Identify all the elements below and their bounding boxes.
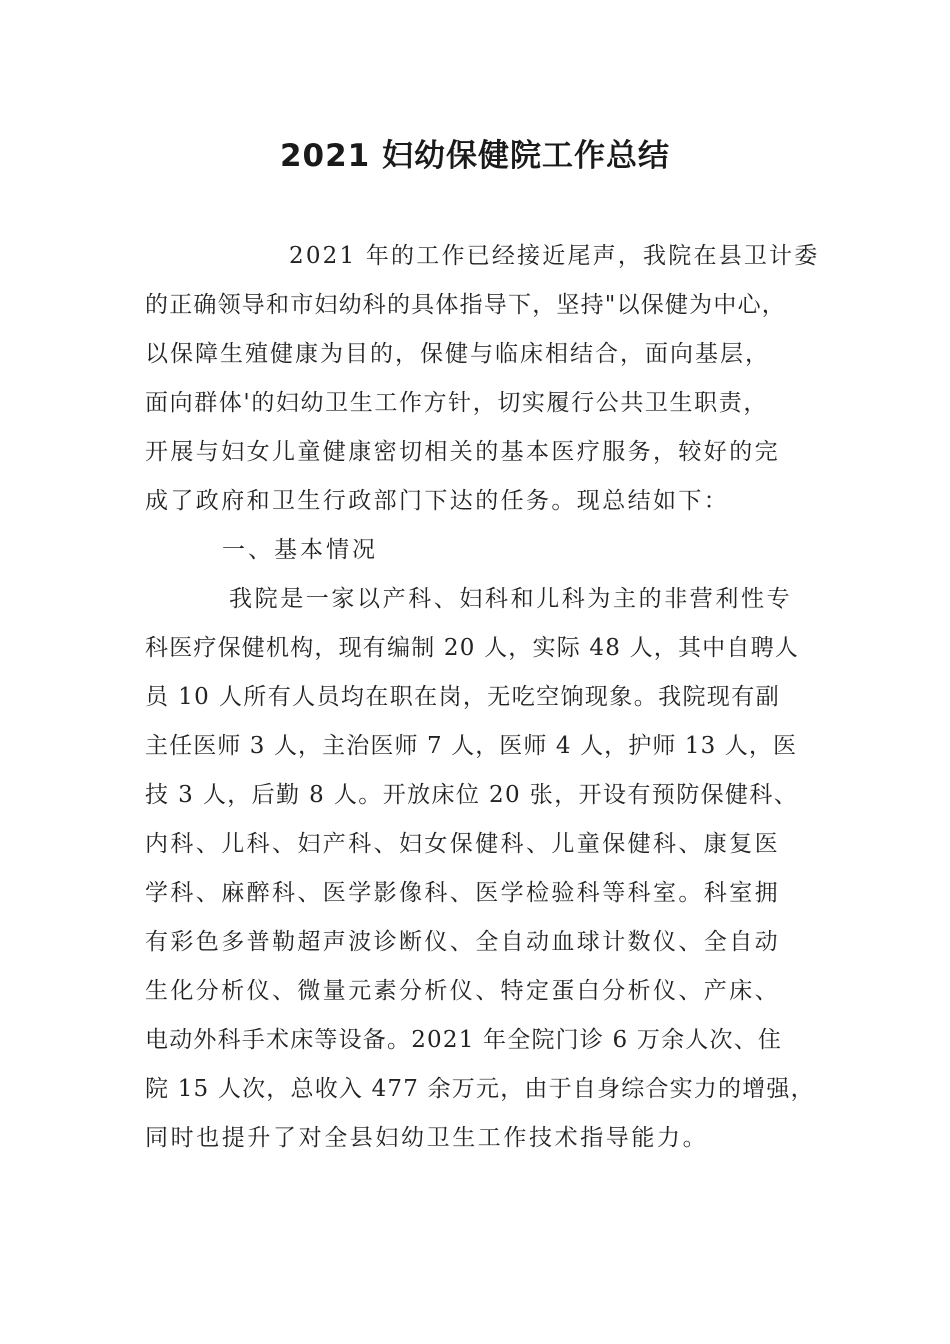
paragraph-line: 员 10 人所有人员均在职在岗，无吃空饷现象。我院现有副	[145, 684, 781, 710]
paragraph-line: 主任医师 3 人，主治医师 7 人，医师 4 人，护师 13 人，医	[145, 733, 798, 759]
paragraph-line: 学科、麻醉科、医学影像科、医学检验科等科室。科室拥	[145, 880, 780, 906]
paragraph-line: 科医疗保健机构，现有编制 20 人，实际 48 人，其中自聘人	[145, 635, 799, 661]
paragraph-line: 以保障生殖健康为目的，保健与临床相结合，面向基层，	[145, 341, 770, 367]
paragraph-line: 开展与妇女儿童健康密切相关的基本医疗服务，较好的完	[145, 439, 780, 465]
section-heading: 一、基本情况	[222, 537, 378, 563]
paragraph-line: 2021 年的工作已经接近尾声，我院在县卫计委	[289, 243, 820, 269]
paragraph-line: 同时也提升了对全县妇幼卫生工作技术指导能力。	[145, 1125, 709, 1151]
paragraph-line: 院 15 人次，总收入 477 余万元，由于自身综合实力的增强，	[145, 1076, 815, 1102]
paragraph-line: 成了政府和卫生行政部门下达的任务。现总结如下：	[145, 488, 730, 514]
paragraph-line: 面向群体'的妇幼卫生工作方针，切实履行公共卫生职责，	[145, 390, 768, 416]
paragraph-line: 生化分析仪、微量元素分析仪、特定蛋白分析仪、产床、	[145, 978, 780, 1004]
paragraph-line: 内科、儿科、妇产科、妇女保健科、儿童保健科、康复医	[145, 831, 780, 857]
paragraph-line: 技 3 人，后勤 8 人。开放床位 20 张，开设有预防保健科、	[145, 782, 799, 808]
paragraph-line: 电动外科手术床等设备。2021 年全院门诊 6 万余人次、住	[145, 1027, 783, 1053]
paragraph-line: 的正确领导和市妇幼科的具体指导下，坚持"以保健为中心，	[145, 292, 786, 318]
paragraph-line: 有彩色多普勒超声波诊断仪、全自动血球计数仪、全自动	[145, 929, 780, 955]
document-title: 2021 妇幼保健院工作总结	[279, 138, 671, 174]
paragraph-line: 我院是一家以产科、妇科和儿科为主的非营利性专	[229, 586, 793, 612]
